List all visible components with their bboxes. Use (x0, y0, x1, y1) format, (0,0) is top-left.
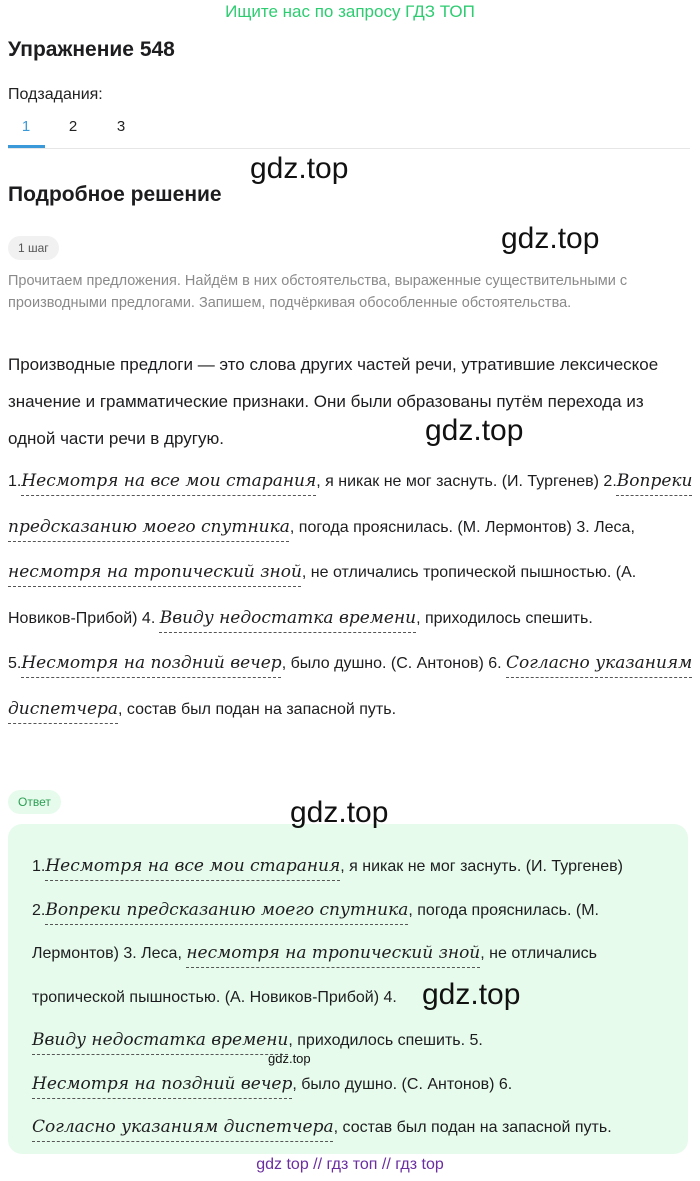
watermark: gdz.top (290, 796, 389, 829)
adverbial-phrase: Несмотря на все мои старания (45, 856, 341, 876)
hint-text: Прочитаем предложения. Найдём в них обстоятельства, выраженные существительными с производными предлогами. Запишем, подчёркивая обособленные обстоятельства. (8, 273, 628, 311)
sentence-number: 1. (8, 473, 22, 490)
watermark: gdz.top (501, 222, 600, 255)
watermark-small: gdz.top (268, 1051, 311, 1066)
solution-examples (8, 459, 693, 732)
sentence-number: 6. (488, 655, 502, 672)
step-badge: 1 шаг (8, 236, 59, 260)
sentence-text: Леса, (594, 518, 635, 536)
adverbial-phrase: Ввиду недостатка времени (159, 607, 417, 628)
sentence-number: 2. (603, 473, 617, 490)
footer-separator: // (313, 1156, 323, 1173)
top-banner: Ищите нас по запросу ГДЗ ТОП (225, 2, 475, 21)
answer-badge: Ответ (8, 790, 61, 814)
sentence-text: , приходилось спешить. (416, 609, 593, 627)
sentence-text: Леса, (141, 945, 187, 962)
sentence-number: 3. (576, 518, 590, 536)
subtasks-label: Подзадания: (8, 86, 103, 103)
adverbial-phrase: несмотря на тропический зной (186, 943, 481, 963)
exercise-title: Упражнение 548 (8, 38, 175, 61)
sentence-text: , погода прояснилась. (М. Лермонтов) (289, 518, 572, 536)
adverbial-phrase: Согласно указаниям диспетчера (32, 1117, 334, 1137)
sentence-text: , состав был подан на запасной путь. (118, 700, 397, 718)
adverbial-phrase: Согласно указаниям диспетчера (8, 653, 693, 719)
sentence-number: 6. (498, 1075, 513, 1093)
watermark: gdz.top (425, 414, 524, 447)
sentence-text: , не отличались тропической пышностью. (А. Новиков-Прибой) (32, 945, 597, 1006)
tab-subtask-3[interactable]: 3 (116, 118, 126, 135)
footer-links (0, 1156, 700, 1174)
sentence-number: 5. (469, 1032, 483, 1049)
subtask-tabs (8, 114, 690, 149)
tab-subtask-2[interactable]: 2 (68, 118, 78, 135)
footer-link[interactable]: gdz top (256, 1156, 309, 1173)
sentence-number: 2. (32, 901, 46, 919)
footer-separator: // (381, 1156, 391, 1173)
solution-title: Подробное решение (8, 183, 222, 206)
sentence-text: , погода прояснилась. (М. Лермонтов) (32, 901, 599, 962)
adverbial-phrase: Несмотря на все мои старания (21, 471, 317, 491)
sentence-text: , было душно. (С. Антонов) (292, 1075, 495, 1093)
sentence-text: , не отличались тропической пышностью. (А. Новиков-Прибой) (8, 564, 637, 627)
sentence-text: , я никак не мог заснуть. (И. Тургенев) (316, 473, 599, 490)
footer-link[interactable]: гдз top (395, 1156, 444, 1173)
adverbial-phrase: Несмотря на поздний вечер (21, 653, 282, 673)
answer-examples (32, 845, 682, 1150)
sentence-text: , состав был подан на запасной путь. (333, 1119, 612, 1136)
adverbial-phrase: Несмотря на поздний вечер (32, 1073, 293, 1094)
sentence-number: 3. (123, 945, 137, 962)
adverbial-phrase: несмотря на тропический зной (8, 562, 302, 582)
watermark: gdz.top (250, 152, 349, 185)
adverbial-phrase: Вопреки предсказанию моего спутника (8, 471, 693, 537)
tab-subtask-1[interactable]: 1 (21, 118, 31, 135)
sentence-text: , приходилось спешить. (288, 1032, 466, 1049)
explanation-text: Производные предлоги — это слова других частей речи, утратившие лексическое значение и грамматические признаки. Они были образованы путём перехода из одной части речи в другую. (8, 355, 659, 448)
adverbial-phrase: Ввиду недостатка времени (32, 1030, 289, 1050)
footer-link[interactable]: гдз топ (326, 1156, 378, 1173)
sentence-number: 4. (383, 988, 397, 1006)
sentence-number: 5. (8, 655, 22, 672)
adverbial-phrase: Вопреки предсказанию моего спутника (45, 899, 409, 920)
watermark: gdz.top (422, 978, 521, 1011)
sentence-text: , я никак не мог заснуть. (И. Тургенев) (340, 858, 623, 875)
active-tab-indicator (8, 145, 45, 148)
sentence-number: 4. (141, 609, 156, 627)
sentence-text: , было душно. (С. Антонов) (281, 655, 484, 672)
sentence-number: 1. (32, 858, 46, 875)
